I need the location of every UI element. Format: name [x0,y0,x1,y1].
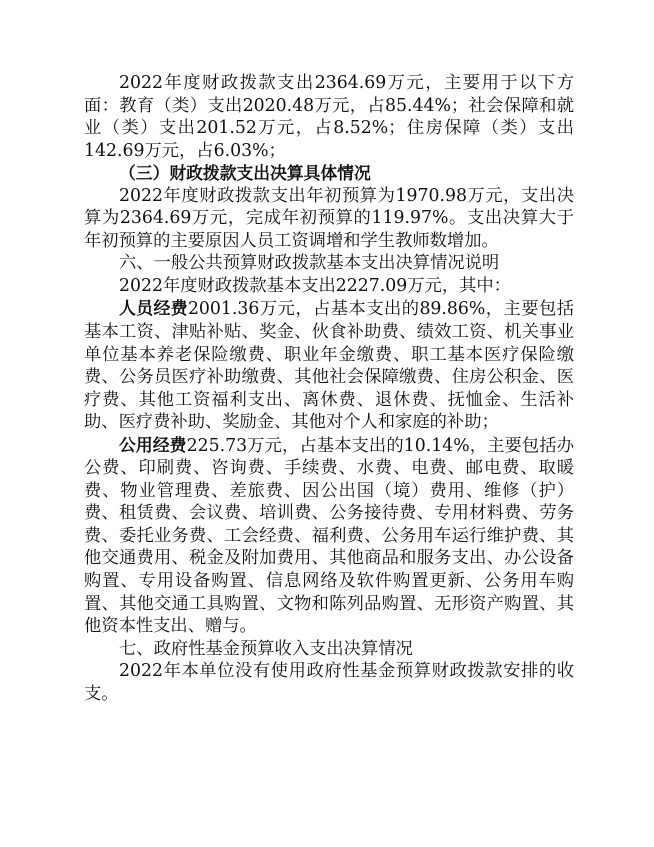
paragraph-expenditure-summary: 2022年度财政拨款支出2364.69万元，主要用于以下方面：教育（类）支出2020.48万元，占85.44%；社会保障和就业（类）支出201.52万元，占8.52%；住房保障（类）支出142.69万元，占6.03%； [84,73,574,161]
personnel-expenses-label: 人员经费 [119,298,188,319]
paragraph-government-fund: 2022年本单位没有使用政府性基金预算财政拨款安排的收支。 [84,661,574,704]
paragraph-personnel-expenses [84,297,574,433]
public-expenses-text: 225.73万元，占基本支出的10.14%，主要包括办公费、印刷费、咨询费、手续费、水费、电费、邮电费、取暖费、物业管理费、差旅费、因公出国（境）费用、维修（护）费、租赁费、会议费、培训费、公务接待费、专用材料费、劳务费、委托业务费、工会经费、福利费、公务用车运行维护费、其他交通费用、税金及附加费用、其他商品和服务支出、办公设备购置、专用设备购置、信息网络及软件购置更新、公务用车购置、其他交通工具购置、文物和陈列品购置、无形资产购置、其他资本性支出、赠与。 [84,435,574,637]
public-expenses-label: 公用经费 [119,434,187,455]
paragraph-budget-comparison: 2022年度财政拨款支出年初预算为1970.98万元，支出决算为2364.69万元，完成年初预算的119.97%。支出决算大于年初预算的主要原因人员工资调增和学生教师数增加。 [84,185,574,251]
paragraph-basic-expenditure: 2022年度财政拨款基本支出2227.09万元，其中： [119,275,511,296]
paragraph-public-expenses [84,434,574,638]
section-heading-3: （三）财政拨款支出决算具体情况 [119,163,371,184]
section-heading-7: 七、政府性基金预算收入支出决算情况 [119,638,413,659]
section-heading-6: 六、一般公共预算财政拨款基本支出决算情况说明 [119,253,500,274]
document-page [84,72,574,705]
personnel-expenses-text: 2001.36万元，占基本支出的89.86%，主要包括基本工资、津贴补贴、奖金、伙食补助费、绩效工资、机关事业单位基本养老保险缴费、职业年金缴费、职工基本医疗保险缴费、公务员医疗补助缴费、其他社会保障缴费、住房公积金、医疗费、其他工资福利支出、离休费、退休费、抚恤金、生活补助、医疗费补助、奖励金、其他对个人和家庭的补助； [84,299,574,433]
